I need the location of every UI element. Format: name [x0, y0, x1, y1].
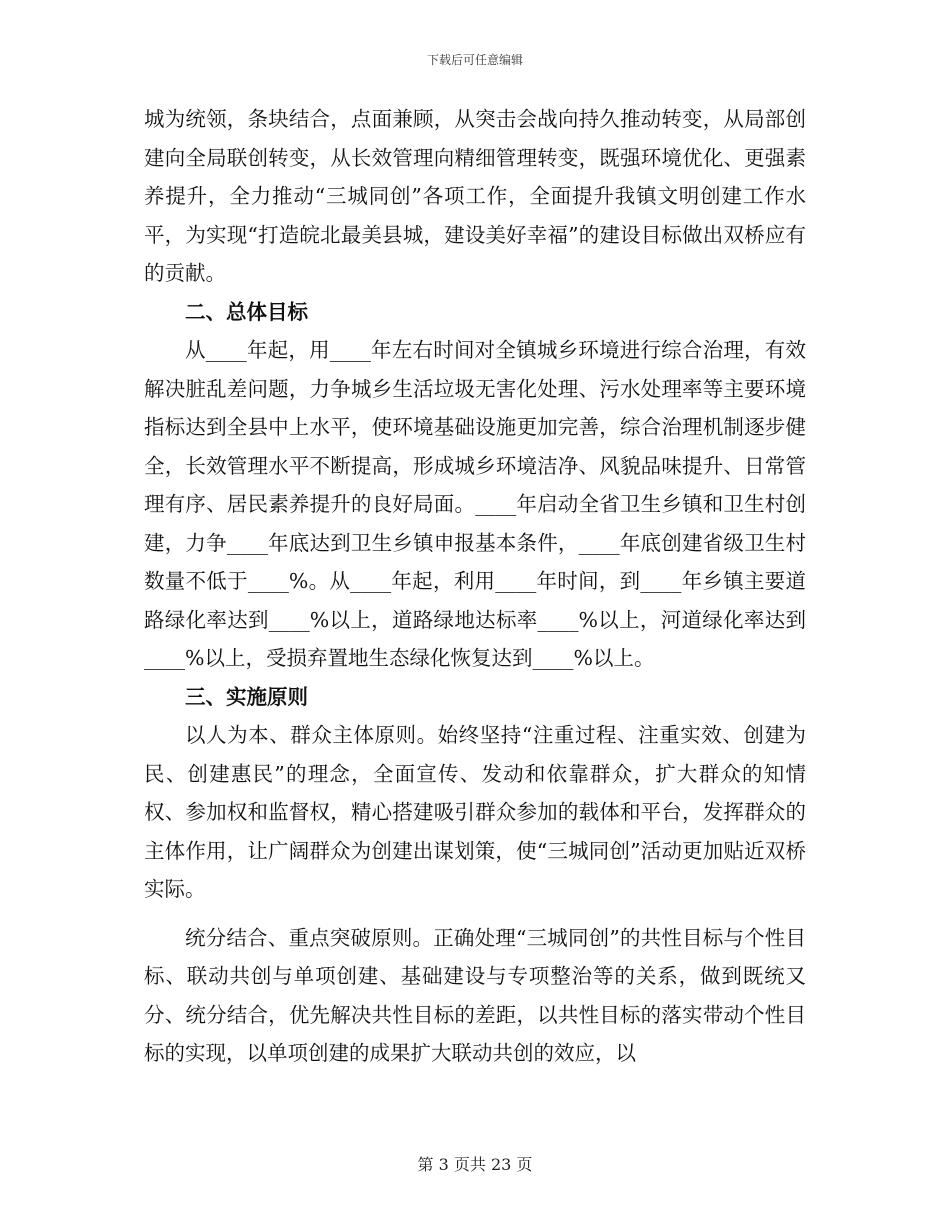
paragraph-coordination-principle: 统分结合、重点突破原则。正确处理“三城同创”的共性目标与个性目标、联动共创与单项创建、基础建设与专项整治等的关系，做到既统又分、统分结合，优先解决共性目标的差距，以共性目标的落实带动个性目标的实现，以单项创建的成果扩大联动共创的效应，以 [144, 925, 806, 1065]
page-header: 下载后可任意编辑 [426, 53, 523, 67]
paragraph-continuation: 城为统领，条块结合，点面兼顾，从突击会战向持久推动转变，从局部创建向全局联创转变，从长效管理向精细管理转变，既强环境优化、更强素养提升，全力推动“三城同创”各项工作，全面提升我镇文明创建工作水平，为实现“打造皖北最美县城，建设美好幸福”的建设目标做出双桥应有的贡献。 [144, 107, 806, 285]
paragraph-people-oriented-principle: 以人为本、群众主体原则。始终坚持“注重过程、注重实效、创建为民、创建惠民”的理念，全面宣传、发动和依靠群众，扩大群众的知情权、参加权和监督权，精心搭建吸引群众参加的载体和平台，发挥群众的主体作用，让广阔群众为创建出谋划策，使“三城同创”活动更加贴近双桥实际。 [144, 723, 806, 901]
document-body [144, 100, 806, 1073]
section-heading-principles: 三、实施原则 [185, 684, 308, 709]
section-heading-overall-goals: 二、总体目标 [185, 299, 308, 324]
page-number-footer: 第 3 页共 23 页 [417, 1155, 533, 1174]
paragraph-overall-goals: 从____年起，用____年左右时间对全镇城乡环境进行综合治理，有效解决脏乱差问题，力争城乡生活垃圾无害化处理、污水处理率等主要环境指标达到全县中上水平，使环境基础设施更加完善，综合治理机制逐步健全，长效管理水平不断提高，形成城乡环境洁净、风貌品味提升、日常管理有序、居民素养提升的良好局面。____年启动全省卫生乡镇和卫生村创建，力争____年底达到卫生乡镇申报基本条件，____年底创建省级卫生村数量不低于____%。从____年起，利用____年时间，到____年乡镇主要道路绿化率达到____%以上，道路绿地达标率____%以上，河道绿化率达到____%以上，受损弃置地生态绿化恢复达到____%以上。 [144, 338, 806, 670]
